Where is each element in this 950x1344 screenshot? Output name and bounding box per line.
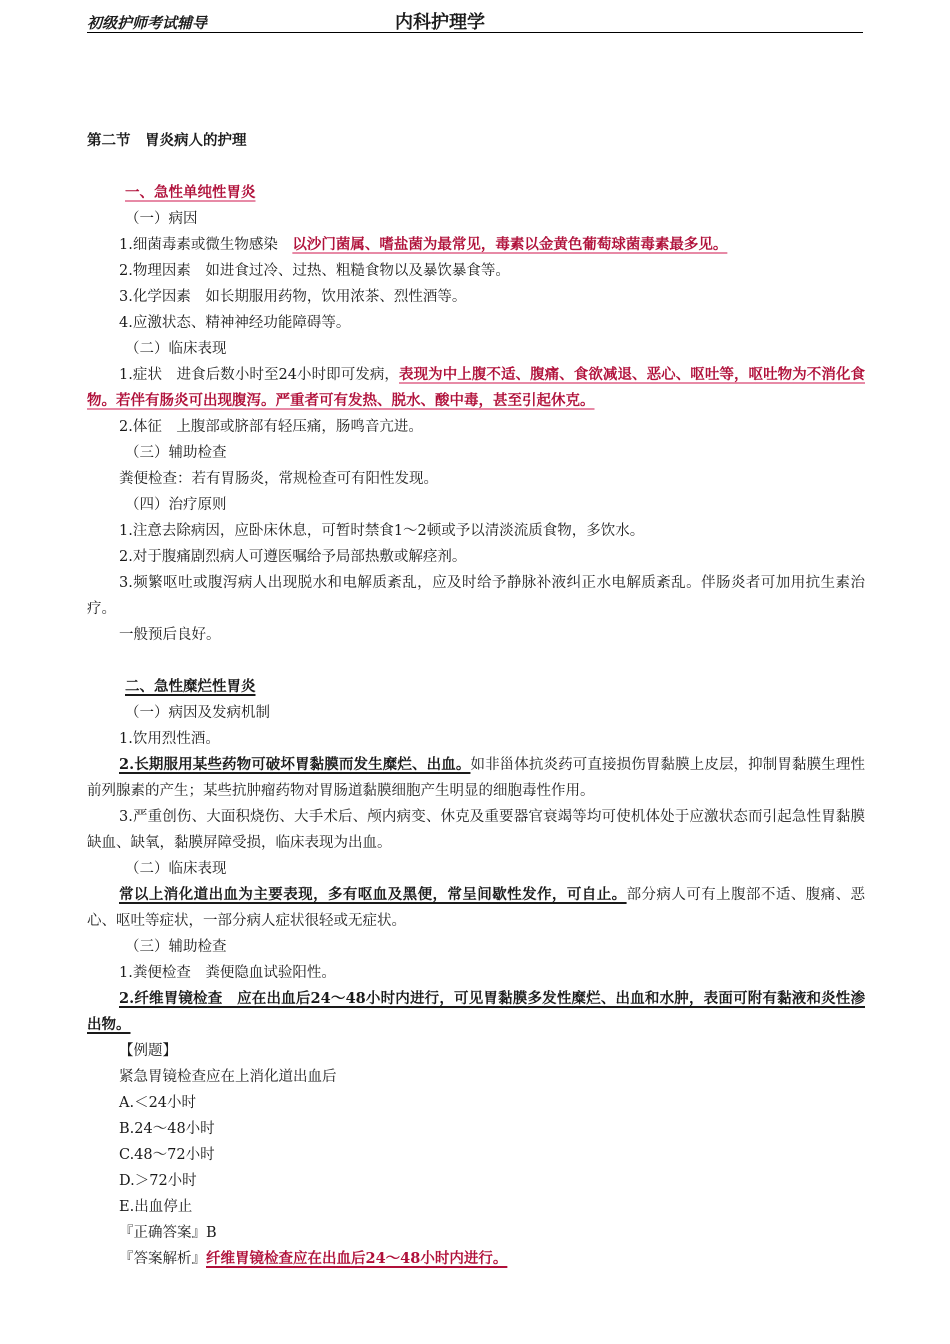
document-body [87, 128, 865, 1272]
part1-cause-3: 3.化学因素 如长期服用药物，饮用浓茶、烈性酒等。 [119, 289, 467, 305]
example-label: 【例题】 [119, 1043, 177, 1059]
part1-cause-heading: （一）病因 [125, 211, 198, 227]
part2-cause-3: 3.严重创伤、大面积烧伤、大手术后、颅内病变、休克及重要器官衰竭等均可使机体处于应激状态而引起急性胃黏膜缺血、缺氧，黏膜屏障受损，临床表现为出血。 [87, 809, 865, 851]
part2-aux-2: 2.纤维胃镜检查 应在出血后24～48小时内进行，可见胃黏膜多发性糜烂、出血和水肿，表面可附有黏液和炎性渗出物。 [87, 990, 865, 1033]
example-option-e: E.出血停止 [119, 1199, 193, 1215]
example-option-b: B.24～48小时 [119, 1121, 215, 1137]
part2-clinical-text: 常以上消化道出血为主要表现，多有呕血及黑便，常呈间歇性发作，可自止。部分病人可有上腹部不适、腹痛、恶心、呕吐等症状，一部分病人症状很轻或无症状。 [87, 886, 866, 929]
part2-aux-heading: （三）辅助检查 [125, 939, 227, 955]
example-question: 紧急胃镜检查应在上消化道出血后 [119, 1069, 337, 1085]
part1-cause-2: 2.物理因素 如进食过冷、过热、粗糙食物以及暴饮暴食等。 [119, 263, 510, 279]
part1-sign-2: 2.体征 上腹部或脐部有轻压痛，肠鸣音亢进。 [119, 419, 423, 435]
part2-clinical-heading: （二）临床表现 [125, 861, 227, 877]
part1-prognosis: 一般预后良好。 [119, 627, 221, 643]
part2-cause-2: 2.长期服用某些药物可破坏胃黏膜而发生糜烂、出血。如非甾体抗炎药可直接损伤胃黏膜上皮层，抑制胃黏膜生理性前列腺素的产生；某些抗肿瘤药物对胃肠道黏膜细胞产生明显的细胞毒性作用。 [87, 756, 865, 799]
example-analysis: 『答案解析』纤维胃镜检查应在出血后24～48小时内进行。 [119, 1250, 508, 1267]
part1-heading: 一、急性单纯性胃炎 [125, 184, 256, 201]
part2-cause-heading: （一）病因及发病机制 [125, 705, 270, 721]
part1-symptom-1: 1.症状 进食后数小时至24小时即可发病，表现为中上腹不适、腹痛、食欲减退、恶心、呕吐等，呕吐物为不消化食物。若伴有肠炎可出现腹泻。严重者可有发热、脱水、酸中毒，甚至引起休克。 [87, 366, 865, 409]
example-option-a: A.＜24小时 [119, 1095, 197, 1111]
example-option-c: C.48～72小时 [119, 1147, 215, 1163]
part1-clinical-heading: （二）临床表现 [125, 341, 227, 357]
part2-aux-1: 1.粪便检查 粪便隐血试验阳性。 [119, 965, 336, 981]
part1-cause-4: 4.应激状态、精神神经功能障碍等。 [119, 315, 351, 331]
part1-treat-heading: （四）治疗原则 [125, 497, 227, 513]
header-subject-title: 内科护理学 [395, 12, 485, 33]
part2-cause-1: 1.饮用烈性酒。 [119, 731, 220, 747]
page-header [87, 8, 863, 33]
part1-aux-stool: 粪便检查：若有胃肠炎，常规检查可有阳性发现。 [119, 471, 438, 487]
part1-cause-1: 1.细菌毒素或微生物感染 以沙门菌属、嗜盐菌为最常见，毒素以金黄色葡萄球菌毒素最多见。 [119, 236, 728, 253]
part1-treat-1: 1.注意去除病因，应卧床休息，可暂时禁食1～2顿或予以清淡流质食物，多饮水。 [119, 523, 645, 539]
part1-treat-2: 2.对于腹痛剧烈病人可遵医嘱给予局部热敷或解痉剂。 [119, 549, 467, 565]
example-option-d: D.＞72小时 [119, 1173, 197, 1189]
section-title: 第二节 胃炎病人的护理 [87, 132, 247, 149]
part1-aux-heading: （三）辅助检查 [125, 445, 227, 461]
example-answer: 『正确答案』B [119, 1225, 217, 1241]
part2-heading: 二、急性糜烂性胃炎 [125, 678, 256, 695]
part1-treat-3: 3.频繁呕吐或腹泻病人出现脱水和电解质紊乱，应及时给予静脉补液纠正水电解质紊乱。伴肠炎者可加用抗生素治疗。 [87, 575, 865, 617]
header-course-label: 初级护师考试辅导 [87, 14, 208, 32]
